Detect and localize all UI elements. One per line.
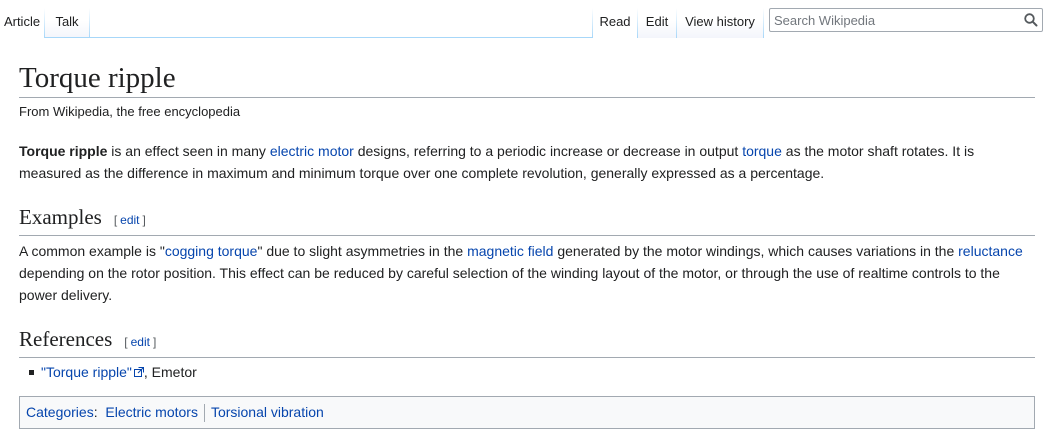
text: as the motor shaft rotates. It is measured as the difference in maximum and minimum torque over one complete revolution, generally expressed as a percentage. (19, 143, 975, 181)
text: generated by the motor windings, which causes variations in the (553, 243, 959, 259)
list-item (41, 361, 197, 383)
tab-divider (763, 8, 764, 38)
tab-article[interactable] (0, 0, 44, 38)
section-title: Examples (19, 205, 102, 229)
examples-paragraph (19, 240, 1029, 306)
edit-section-link[interactable]: edit (120, 213, 140, 227)
link-cogging-torque[interactable]: cogging torque (164, 243, 258, 259)
category-electric-motors[interactable]: Electric motors (105, 404, 198, 420)
bracket: ] (142, 213, 146, 227)
search-icon[interactable] (1023, 12, 1039, 28)
tab-read[interactable] (593, 0, 637, 38)
colon: : (93, 404, 98, 420)
search-box (769, 8, 1043, 32)
text: depending on the rotor position. This effect can be reduced by careful selection of the winding layout of the motor, or through the use of realtime controls to the power delivery. (19, 265, 1000, 303)
category-torsional-vibration[interactable]: Torsional vibration (210, 404, 324, 420)
text: designs, referring to a periodic increase or decrease in output (353, 143, 743, 159)
external-link-icon (134, 361, 144, 371)
tab-talk-label: Talk (55, 14, 79, 29)
bracket: ] (152, 335, 157, 349)
bracket: [ (124, 335, 128, 349)
tab-edit-label: Edit (645, 14, 669, 29)
tab-article-label: Article (3, 14, 41, 29)
text: " due to slight asymmetries in the (257, 243, 468, 259)
bold-term: Torque ripple (19, 143, 108, 159)
tab-baseline (45, 37, 593, 38)
section-heading-examples (19, 204, 1035, 236)
edit-section-link[interactable]: edit (130, 335, 150, 349)
tab-divider (89, 8, 90, 38)
text: A common example is " (19, 243, 165, 259)
link-electric-motor[interactable]: electric motor (269, 143, 354, 159)
category-links (19, 396, 1035, 429)
edit-section (124, 335, 156, 349)
intro-paragraph (19, 140, 1029, 184)
reference-list (19, 361, 197, 383)
link-magnetic-field[interactable]: magnetic field (467, 243, 554, 259)
reference-link[interactable]: "Torque ripple" (41, 364, 132, 380)
site-tagline: From Wikipedia, the free encyclopedia (19, 104, 241, 119)
link-torque[interactable]: torque (742, 143, 782, 159)
search-input[interactable] (774, 11, 1014, 29)
page-title: Torque ripple (19, 60, 1035, 98)
category-divider (204, 404, 205, 422)
edit-section (114, 213, 146, 227)
text: is an effect seen in many (107, 143, 270, 159)
section-title: References (19, 327, 113, 351)
reference-source: , Emetor (143, 364, 197, 380)
tab-edit[interactable] (638, 0, 676, 38)
link-reluctance[interactable]: reluctance (958, 243, 1023, 259)
section-heading-references (19, 326, 1035, 358)
tab-read-label: Read (599, 14, 631, 29)
tab-view-history[interactable] (677, 0, 763, 38)
tab-view-history-label: View history (685, 14, 755, 29)
bracket: [ (113, 213, 118, 227)
tab-talk[interactable] (45, 0, 89, 38)
categories-label-link[interactable]: Categories (26, 404, 94, 420)
